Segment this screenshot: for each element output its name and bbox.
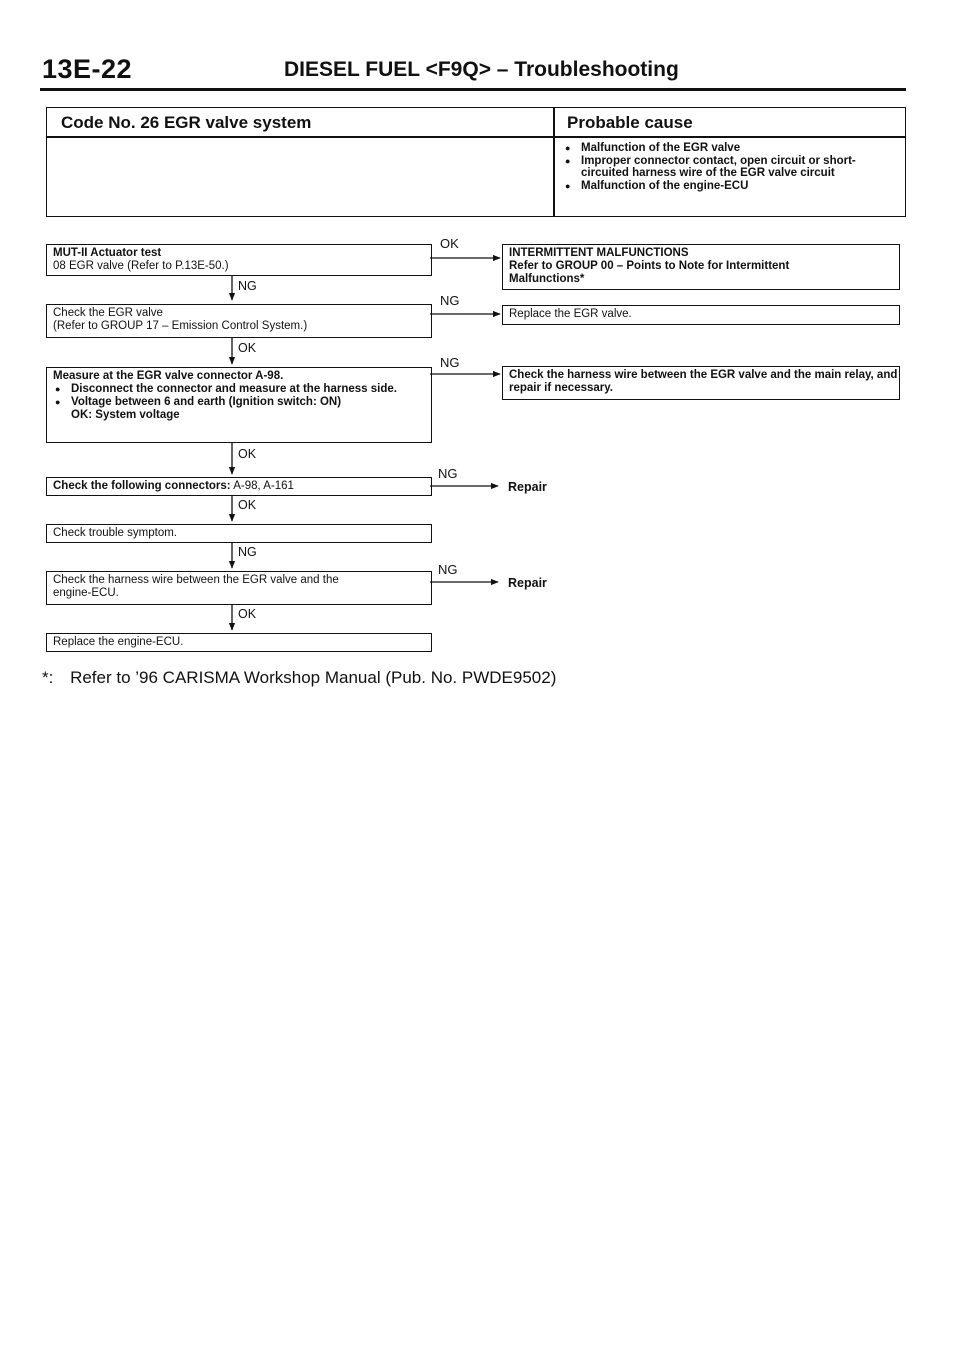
label-ng: NG <box>440 355 460 370</box>
label-ok: OK <box>238 447 257 461</box>
step-check-connectors <box>46 477 432 496</box>
label-ok: OK <box>440 236 459 251</box>
step-measure-bullet: ● Disconnect the connector and measure at the harness side. <box>53 383 431 396</box>
cause-item: ● Malfunction of the EGR valve <box>563 142 893 155</box>
probable-cause-title: Probable cause <box>567 113 693 132</box>
step-check-egr-valve-title: Check the EGR valve <box>53 307 163 319</box>
label-ng: NG <box>238 545 257 559</box>
result-check-main-relay-harness: Check the harness wire between the EGR valve and the main relay, and repair if necessary. <box>502 366 900 400</box>
page-number: 13E-22 <box>42 54 133 84</box>
ok-condition-value: System voltage <box>95 409 180 421</box>
step-check-egr-valve <box>46 304 432 338</box>
code-title: Code No. 26 EGR valve system <box>61 113 312 132</box>
step-actuator-test-detail: 08 EGR valve (Refer to P.13E-50.) <box>53 260 229 272</box>
label-ng: NG <box>238 279 257 293</box>
label-ng: NG <box>440 293 460 308</box>
step-check-egr-valve-ref: (Refer to GROUP 17 – Emission Control System.) <box>53 320 308 332</box>
step-check-trouble-symptom: Check trouble symptom. <box>46 524 432 543</box>
step-measure-connector <box>46 367 432 443</box>
step-check-connectors-prefix: Check the following connectors: <box>53 480 231 492</box>
result-repair: Repair <box>508 480 547 494</box>
step-measure-bullet: ● Voltage between 6 and earth (Ignition switch: ON) <box>53 396 431 409</box>
footnote-text: Refer to ’96 CARISMA Workshop Manual (Pub. No. PWDE9502) <box>70 668 557 687</box>
step-check-connectors-value: A-98, A-161 <box>233 480 294 492</box>
step-check-ecu-harness <box>46 571 432 605</box>
step-check-ecu-harness-line: Check the harness wire between the EGR valve and the <box>53 574 339 586</box>
page-title: DIESEL FUEL <F9Q> – Troubleshooting <box>284 58 679 81</box>
step-actuator-test-title: MUT-II Actuator test <box>53 247 162 259</box>
label-ng: NG <box>438 562 458 577</box>
step-measure-connector-title: Measure at the EGR valve connector A-98. <box>53 370 284 382</box>
step-check-ecu-harness-line: engine-ECU. <box>53 587 119 599</box>
label-ok: OK <box>238 341 257 355</box>
footnote-marker: *: <box>42 668 54 687</box>
result-repair: Repair <box>508 576 547 590</box>
cause-item: ● Malfunction of the engine-ECU <box>563 180 893 193</box>
result-intermittent-malfunctions <box>502 244 900 290</box>
result-intermittent-title: INTERMITTENT MALFUNCTIONS <box>509 247 689 259</box>
label-ok: OK <box>238 498 257 512</box>
footnote <box>42 668 556 688</box>
result-intermittent-line: Refer to GROUP 00 – Points to Note for Intermittent <box>509 260 790 272</box>
label-ok: OK <box>238 607 257 621</box>
result-replace-egr-valve: Replace the EGR valve. <box>502 305 900 325</box>
result-intermittent-line: Malfunctions* <box>509 273 585 285</box>
ok-condition-prefix: OK: <box>71 409 93 421</box>
step-actuator-test <box>46 244 432 276</box>
cause-item: ● Improper connector contact, open circuit or short-circuited harness wire of the EGR valve circuit <box>563 155 893 180</box>
label-ng: NG <box>438 466 458 481</box>
step-replace-engine-ecu: Replace the engine-ECU. <box>46 633 432 652</box>
